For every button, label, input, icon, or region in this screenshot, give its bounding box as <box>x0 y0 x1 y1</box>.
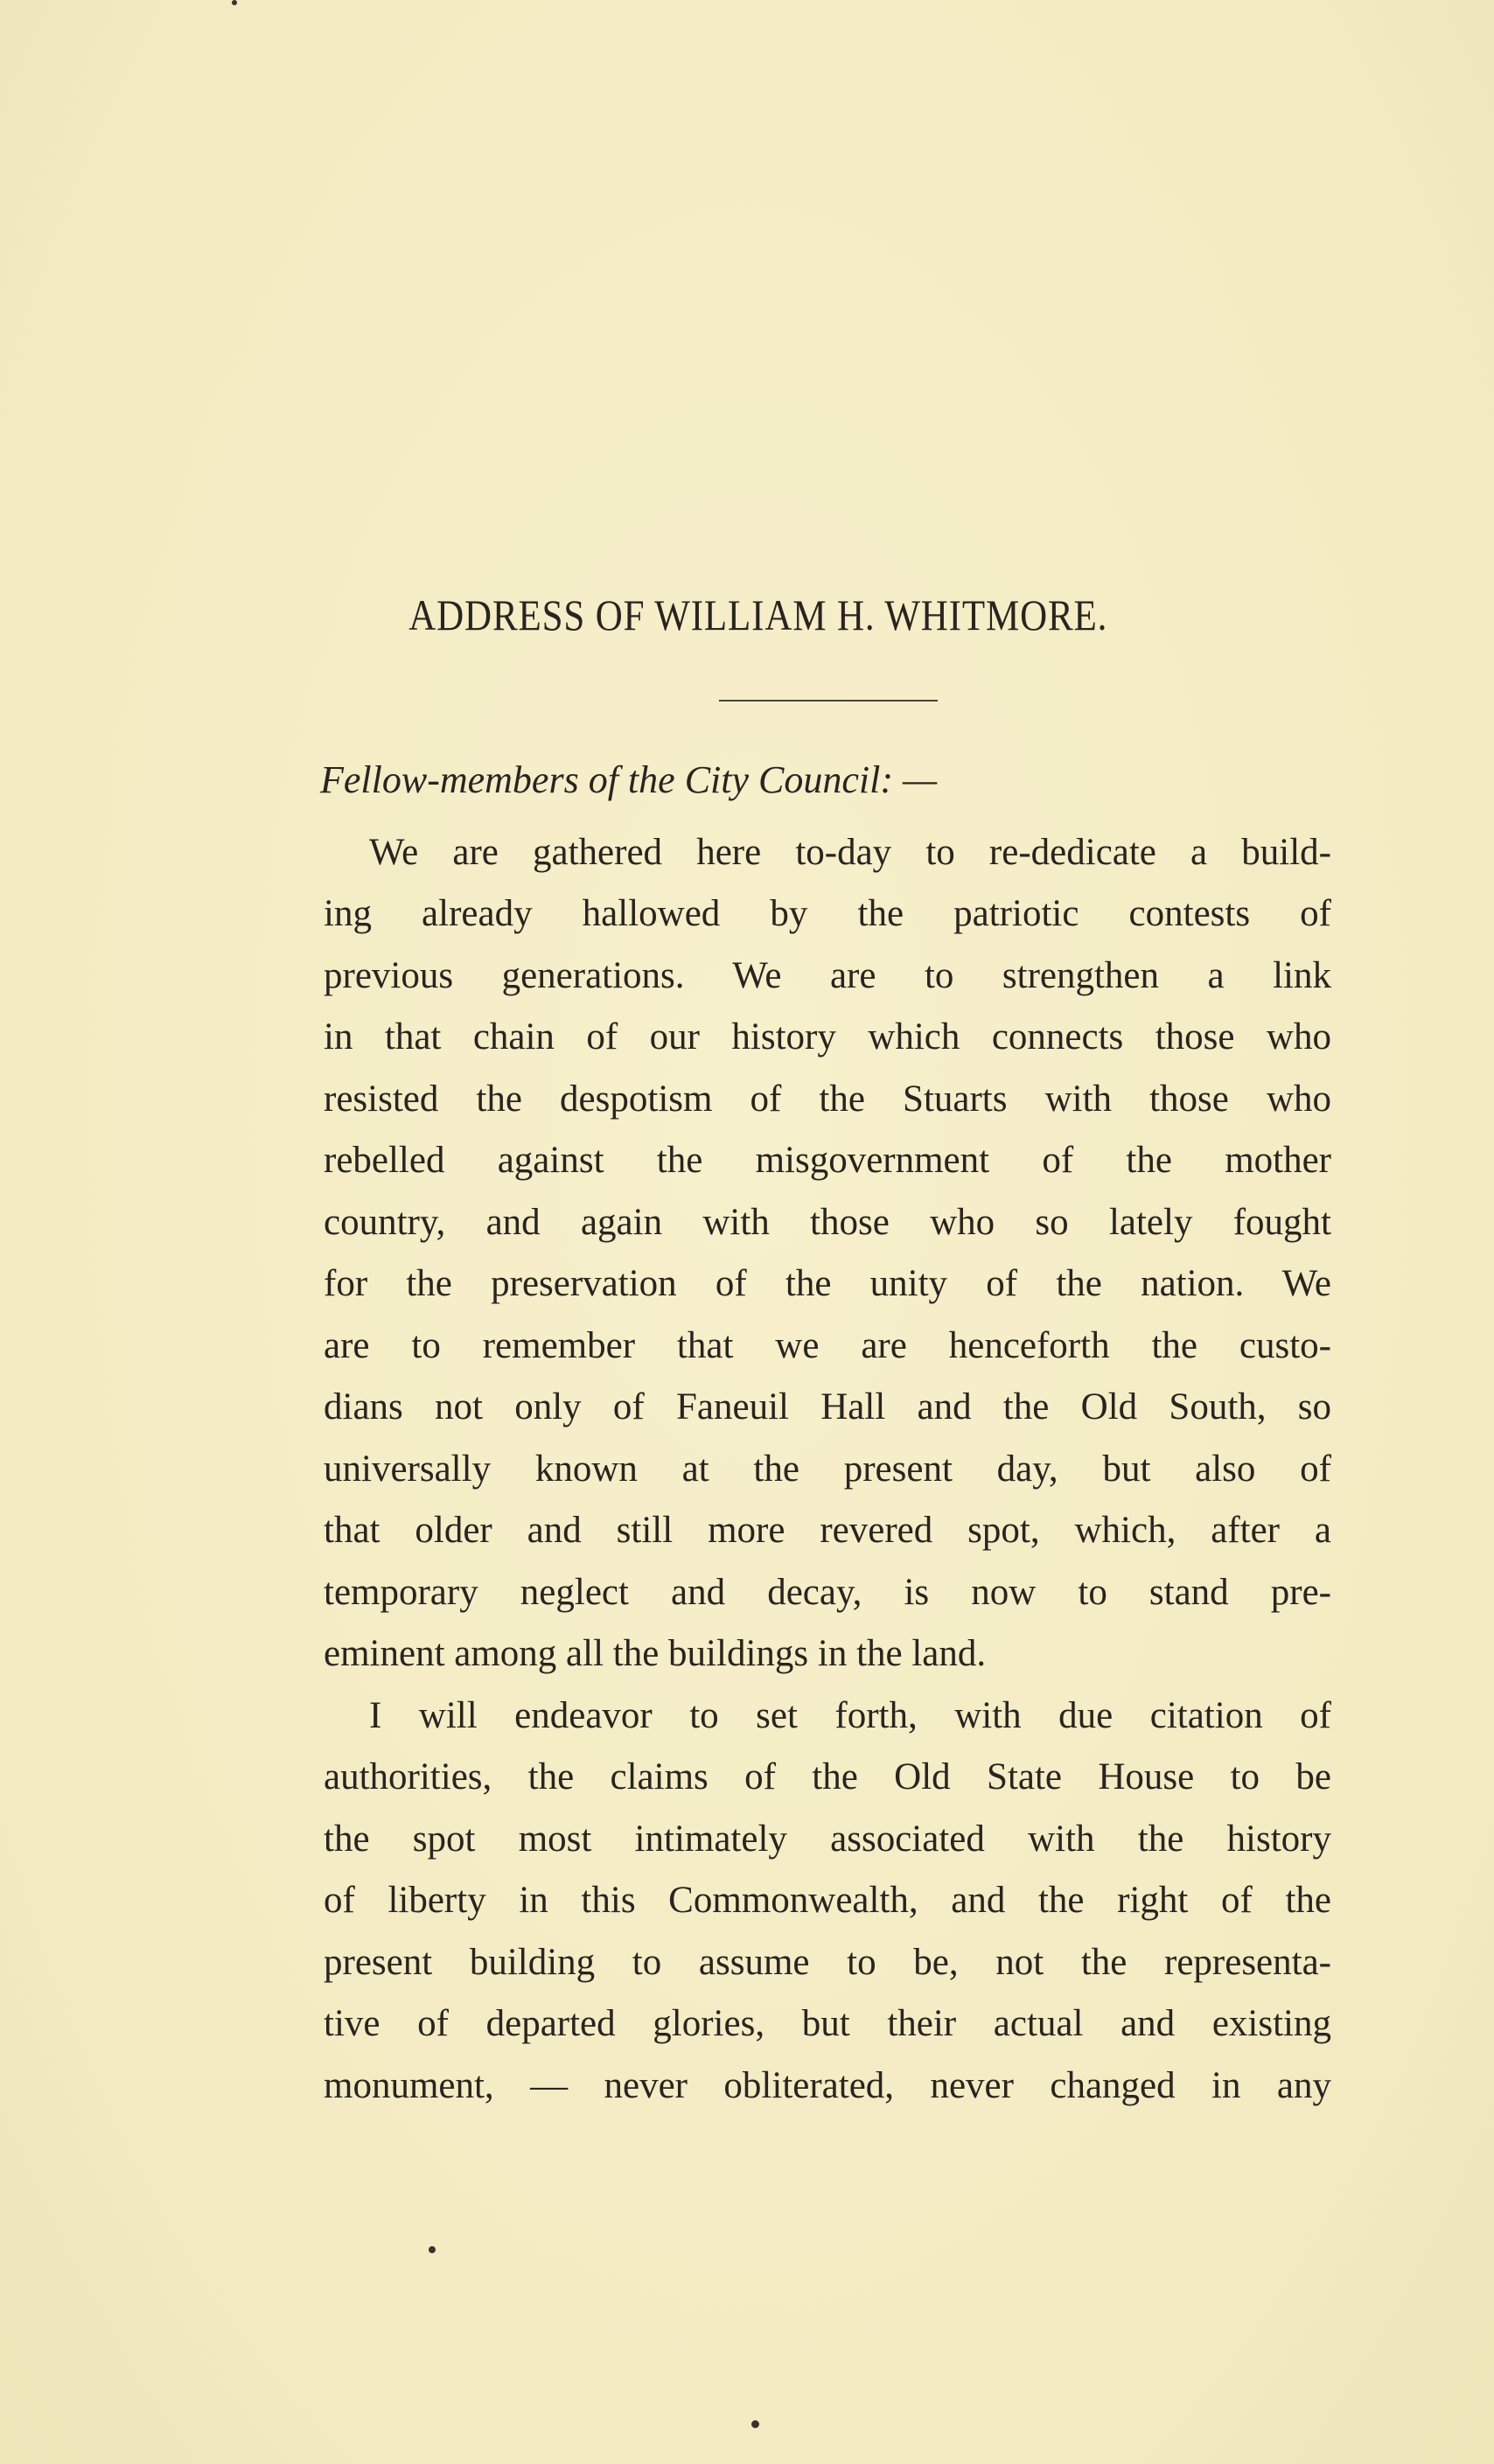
text-line: resisted the despotism of the Stuarts with those who <box>324 1078 1331 1120</box>
text-line: We are gathered here to-day to re-dedicate a build- <box>369 832 1331 873</box>
text-line: monument, — never obliterated, never changed in any <box>324 2065 1331 2106</box>
text-line: eminent among all the buildings in the land. <box>324 1633 987 1674</box>
text-line: previous generations. We are to strengthen a link <box>324 955 1331 996</box>
ink-speck <box>751 2420 759 2428</box>
text-line: country, and again with those who so lately fought <box>324 1202 1331 1243</box>
text-line: the spot most intimately associated with the history <box>324 1818 1331 1860</box>
text-line: tive of departed glories, but their actual and existing <box>324 2003 1331 2044</box>
ink-speck <box>232 0 237 5</box>
text-line: of liberty in this Commonwealth, and the right of the <box>324 1880 1331 1921</box>
text-line: present building to assume to be, not the representa- <box>324 1942 1331 1983</box>
text-line: in that chain of our history which connects those who <box>324 1016 1331 1057</box>
text-line: rebelled against the misgovernment of the mother <box>324 1140 1331 1181</box>
text-line: dians not only of Faneuil Hall and the Old South, so <box>324 1386 1331 1427</box>
text-line: universally known at the present day, but also of <box>324 1448 1331 1490</box>
text-line: are to remember that we are henceforth the custo- <box>324 1325 1331 1366</box>
salutation: Fellow-members of the City Council: — <box>320 758 938 801</box>
page-title: ADDRESS OF WILLIAM H. WHITMORE. <box>408 590 1108 639</box>
text-line: I will endeavor to set forth, with due citation of <box>369 1695 1331 1736</box>
text-line: for the preservation of the unity of the nation. We <box>324 1263 1331 1304</box>
text-line: that older and still more revered spot, which, after a <box>324 1510 1331 1551</box>
title-divider <box>719 700 938 702</box>
ink-speck <box>429 2246 436 2253</box>
text-line: authorities, the claims of the Old State House to be <box>324 1756 1331 1797</box>
text-line: temporary neglect and decay, is now to stand pre- <box>324 1572 1331 1613</box>
text-line: ing already hallowed by the patriotic contests of <box>324 893 1331 934</box>
